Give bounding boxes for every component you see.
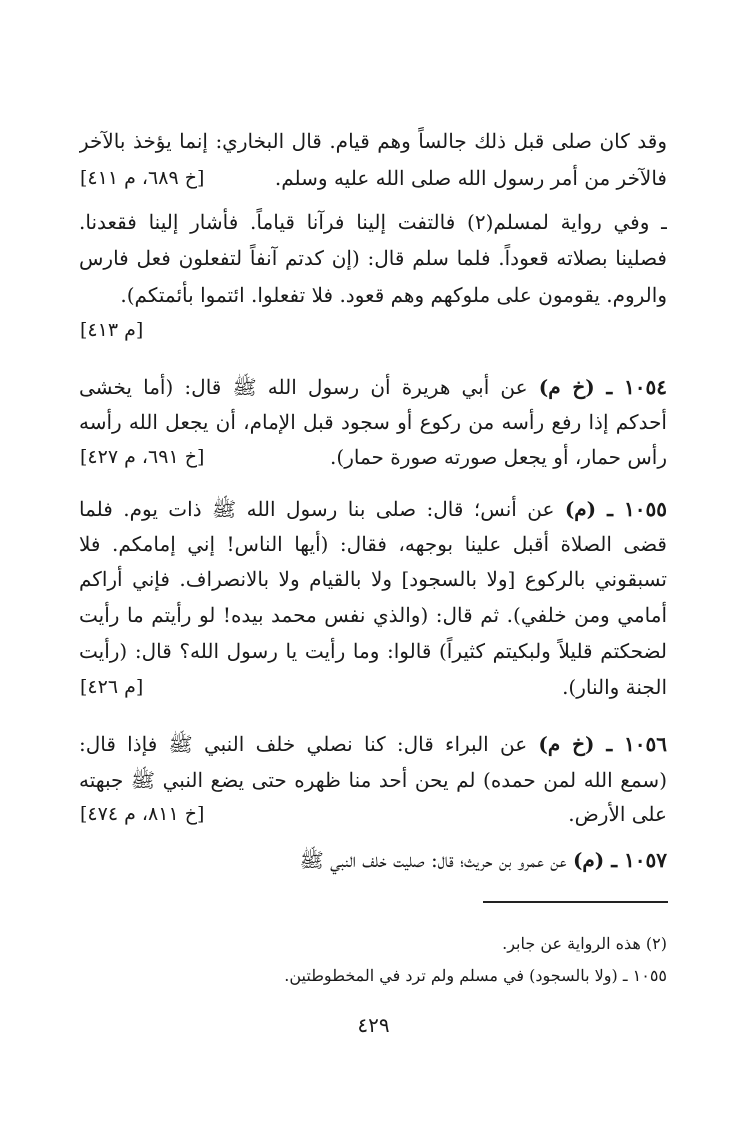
- text-line: لضحكتم قليلاً ولبكيتم كثيراً) قالوا: وما رأيت يا رسول الله؟ قال: (رأيت: [79, 639, 667, 663]
- text-line: (سمع الله لمن حمده) لم يحن أحد منا ظهره حتى يضع النبي ﷺ جبهته: [79, 768, 667, 792]
- text-line: عن أبي هريرة أن رسول الله ﷺ قال: (أما يخشى: [79, 375, 528, 399]
- text-line: فالآخر من أمر رسول الله صلى الله عليه وسلم.: [274, 166, 667, 190]
- source-reference: [م ٤٢٦]: [80, 676, 144, 698]
- hadith-number: ١٠٥٤ ـ (خ م): [538, 375, 667, 399]
- text-line: على الأرض.: [568, 802, 667, 826]
- text-line: أحدكم إذا رفع رأسه من ركوع أو سجود قبل الإمام، أن يجعل الله رأسه: [79, 410, 667, 434]
- text-line: أمامي ومن خلفي). ثم قال: (والذي نفس محمد بيده! لو رأيتم ما رأيت: [79, 603, 667, 627]
- page-number: ٤٢٩: [357, 1013, 390, 1037]
- text-line: قضى الصلاة أقبل علينا بوجهه، فقال: (أيها الناس! إني إمامكم. فلا: [79, 532, 667, 556]
- text-line: رأس حمار، أو يجعل صورته صورة حمار).: [330, 445, 667, 469]
- source-reference: [م ٤١٣]: [80, 319, 144, 341]
- text-line: ـ وفي رواية لمسلم(٢) فالتفت إلينا فرآنا قياماً. فأشار إلينا فقعدنا.: [79, 210, 667, 234]
- footnote: (٢) هذه الرواية عن جابر.: [502, 934, 667, 953]
- text-line: الجنة والنار).: [562, 675, 667, 699]
- hadith-number: ١٠٥٦ ـ (خ م): [538, 732, 667, 756]
- text-line: والروم. يقومون على ملوكهم وهم قعود. فلا تفعلوا. ائتموا بأئمتكم).: [120, 283, 667, 307]
- text-line: فصلينا بصلاته قعوداً. فلما سلم قال: (إن كدتم آنفاً لتفعلون فعل فارس: [79, 246, 667, 270]
- source-reference: [خ ٦٩١، م ٤٢٧]: [80, 446, 205, 468]
- footnote: ١٠٥٥ ـ (ولا بالسجود) في مسلم ولم ترد في المخطوطتين.: [284, 966, 667, 985]
- text-line: عن أنس؛ قال: صلى بنا رسول الله ﷺ ذات يوم. فلما: [79, 497, 555, 521]
- text-line: عن البراء قال: كنا نصلي خلف النبي ﷺ فإذا قال:: [79, 732, 528, 756]
- hadith-first-line: [79, 370, 667, 404]
- hadith-number: ١٠٥٧ ـ (م): [572, 848, 667, 872]
- text-line: وقد كان صلى قبل ذلك جالساً وهم قيام. قال البخاري: إنما يؤخذ بالآخر: [79, 129, 667, 153]
- source-reference: [خ ٦٨٩، م ٤١١]: [80, 167, 205, 189]
- hadith-first-line: [79, 727, 667, 761]
- footnote-separator: [483, 901, 668, 903]
- hadith-number: ١٠٥٥ ـ (م): [564, 497, 667, 521]
- hadith-first-line: [79, 492, 667, 526]
- text-line: تسبقوني بالركوع [ولا بالسجود] ولا بالقيام ولا بالانصراف. فإني أراكم: [79, 567, 667, 591]
- source-reference: [خ ٨١١، م ٤٧٤]: [80, 803, 205, 825]
- hadith-first-line: [79, 843, 667, 877]
- text-line: عن عمرو بن حريث؛ قال: صليت خلف النبي ﷺ: [299, 848, 567, 872]
